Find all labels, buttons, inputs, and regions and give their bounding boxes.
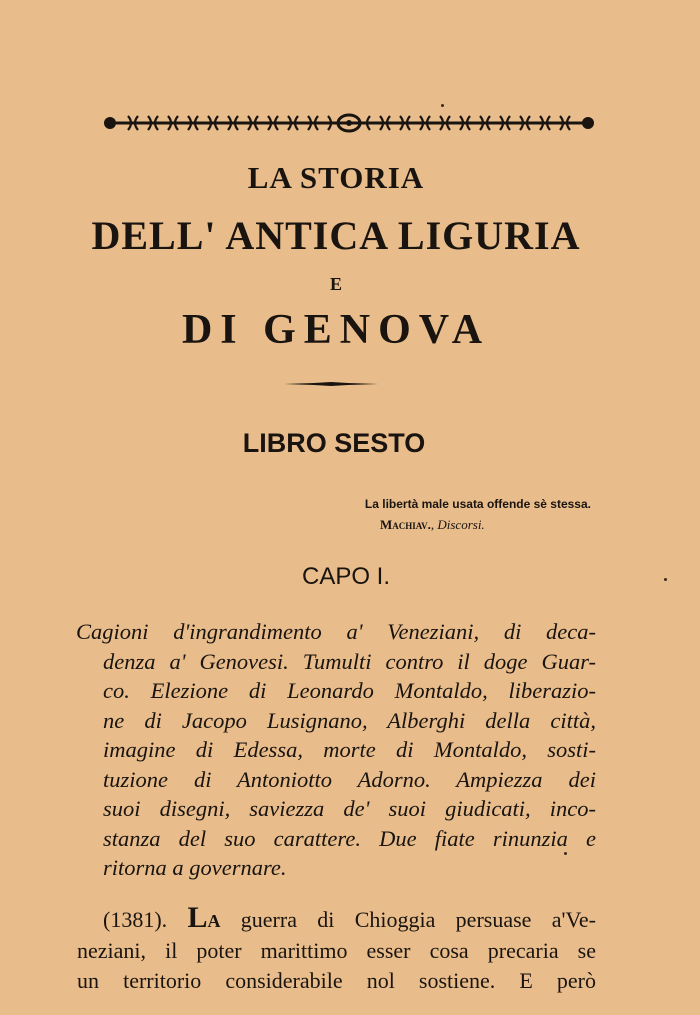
paper-speck: [664, 578, 667, 581]
drop-cap: L: [187, 901, 208, 934]
chapter-summary: [76, 617, 596, 883]
title-conjunction: E: [329, 274, 342, 294]
epigraph-quote: La libertà male usata offende sè stessa.: [364, 497, 591, 511]
body-line-3: un territorio considerabile nol sostiene. E però: [77, 968, 596, 993]
summary-line: co. Elezione di Leonardo Montaldo, liberazio-: [103, 678, 596, 703]
summary-line: denza a' Genovesi. Tumulti contro il doge Guar-: [103, 648, 596, 674]
decorative-border-icon: [104, 112, 594, 134]
body-paragraph: [77, 903, 596, 996]
summary-line: ne di Jacopo Lusignano, Alberghi della città,: [103, 707, 596, 733]
epigraph-author: Machiav.: [380, 517, 431, 532]
title-line-2: DELL' ANTICA LIGURIA: [91, 213, 581, 258]
epigraph-work: Discorsi.: [437, 517, 485, 532]
title-divider: [284, 381, 378, 387]
summary-line: imagine di Edessa, morte di Montaldo, sosti-: [103, 737, 596, 762]
book-heading: LIBRO SESTO: [242, 428, 426, 458]
small-cap: A: [207, 911, 221, 931]
body-line-2: neziani, il poter marittimo esser cosa precaria se: [77, 938, 596, 963]
year-marker: (1381).: [103, 907, 168, 932]
summary-line: suoi disegni, saviezza de' suoi giudicati, inco-: [103, 796, 596, 821]
body-line-1: [77, 903, 596, 936]
summary-line: ritorna a governare.: [103, 855, 287, 880]
title-line-1: LA STORIA: [247, 160, 425, 195]
summary-line: stanza del suo carattere. Due fiate rinunzia e: [103, 825, 596, 851]
title-line-3: DI GENOVA: [181, 307, 491, 353]
summary-line: tuzione di Antoniotto Adorno. Ampiezza dei: [103, 766, 596, 792]
paper-speck: [441, 104, 444, 107]
summary-line: Cagioni d'ingrandimento a' Veneziani, di deca-: [76, 619, 596, 644]
paper-speck: [564, 852, 567, 855]
body-line-1-text: guerra di Chioggia persuase a'Ve-: [220, 907, 597, 932]
chapter-heading: CAPO I.: [301, 563, 391, 590]
epigraph-source: Machiav., Discorsi.: [380, 517, 485, 532]
